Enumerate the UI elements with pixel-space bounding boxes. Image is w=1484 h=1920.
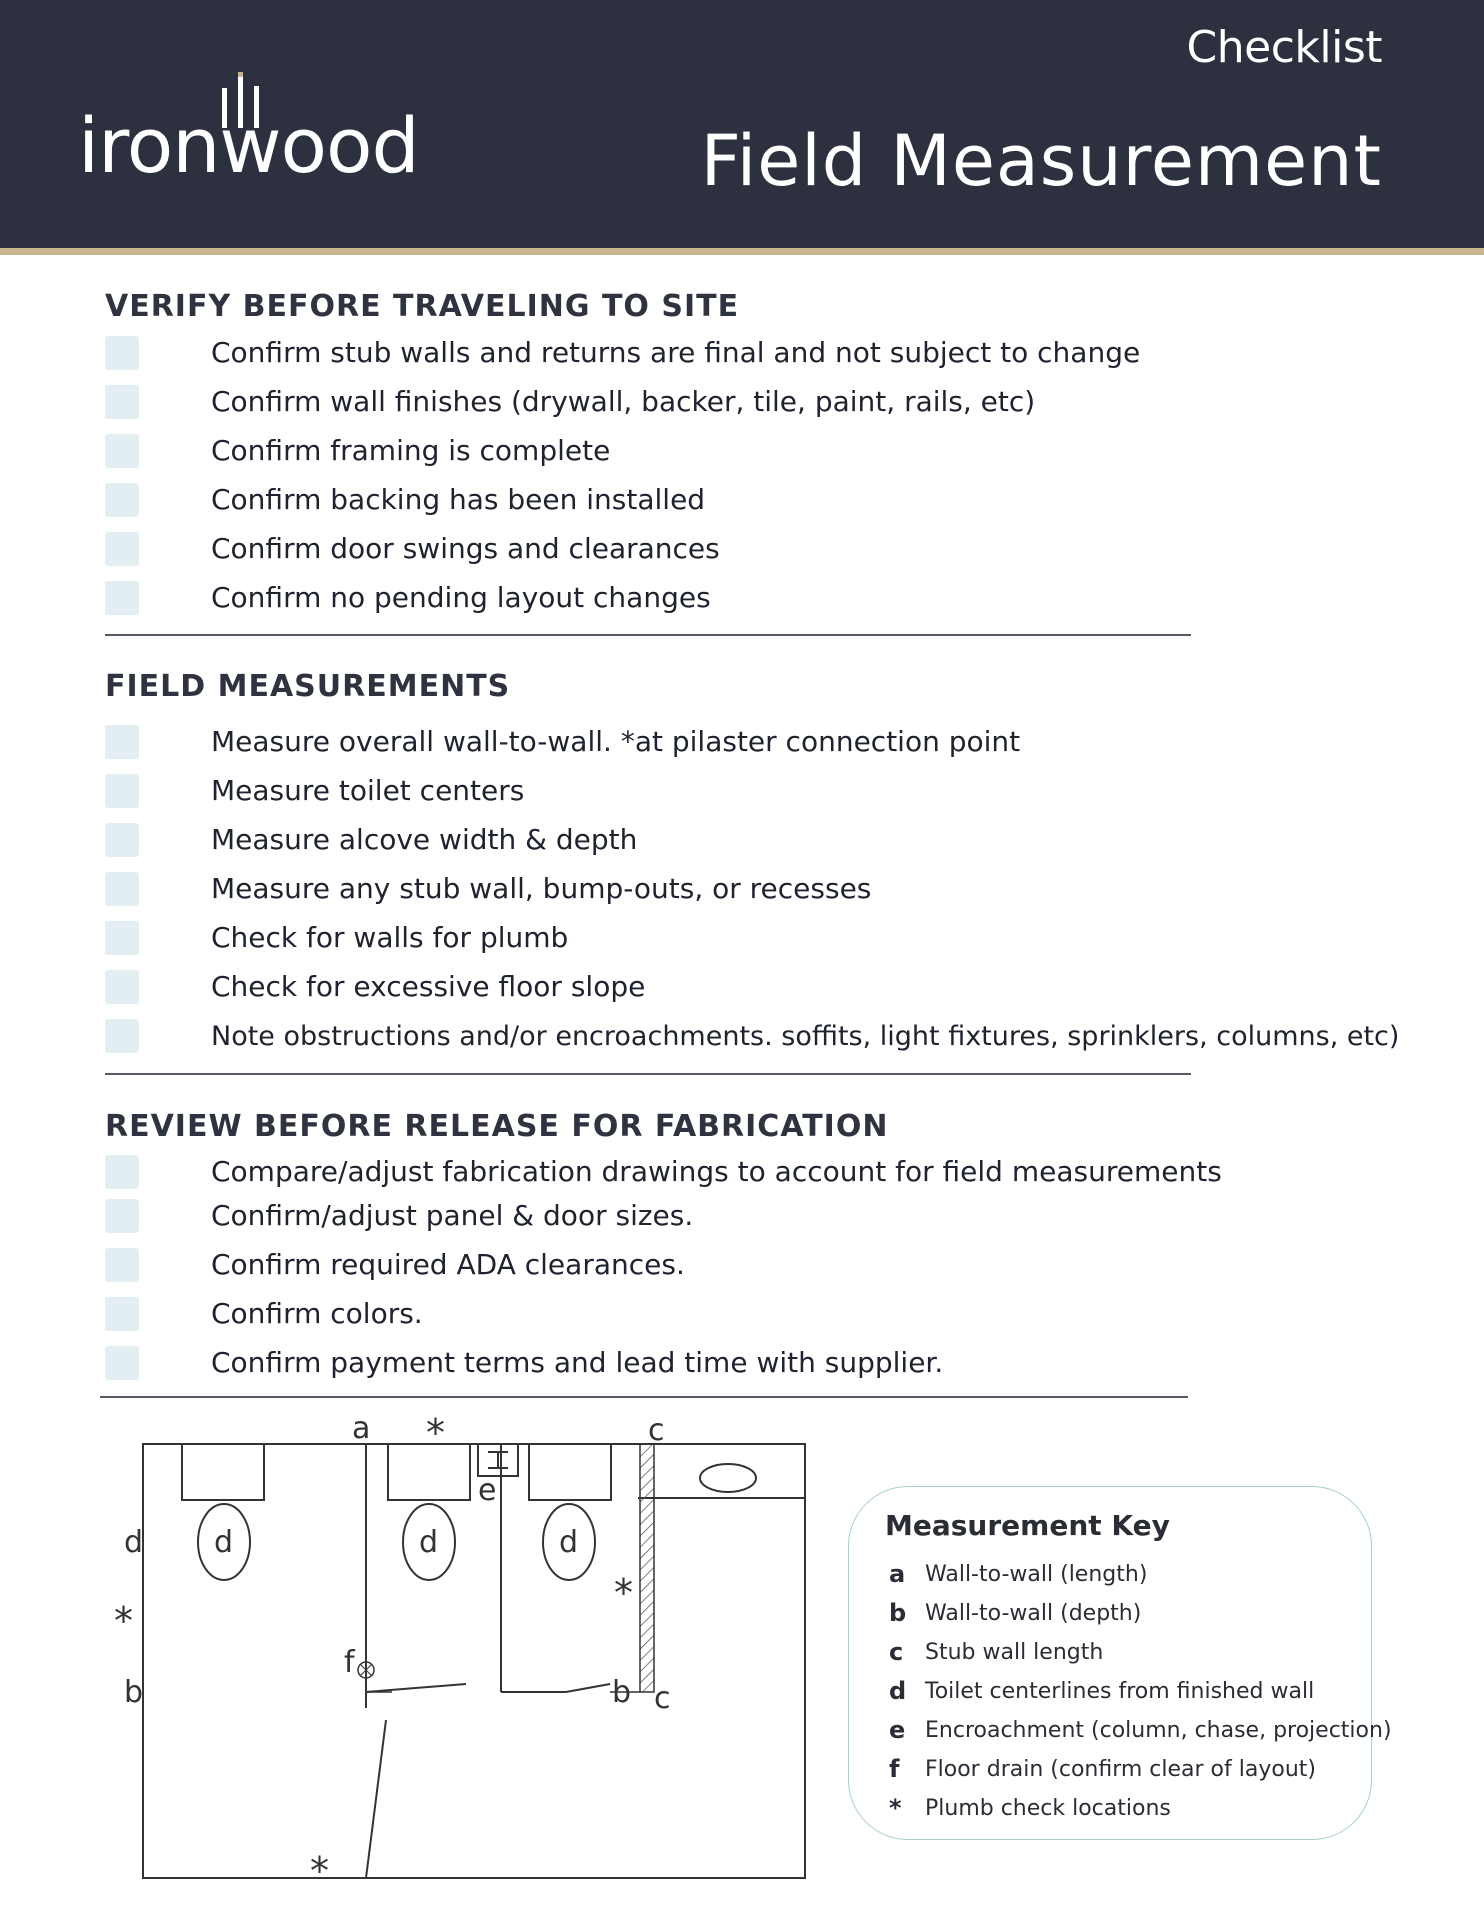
checkbox[interactable]	[105, 725, 139, 759]
diagram-label-a: a	[352, 1411, 371, 1446]
section-divider	[105, 1073, 1191, 1075]
header-accent-rule	[0, 248, 1484, 255]
checkbox[interactable]	[105, 1248, 139, 1282]
key-row: e Encroachment (column, chase, projection)	[889, 1716, 1392, 1744]
restroom-layout-diagram	[100, 1408, 820, 1888]
diagram-label-d: d	[559, 1525, 579, 1560]
checklist-item[interactable]: Confirm/adjust panel & door sizes.	[105, 1198, 693, 1234]
diagram-label-b: b	[612, 1675, 632, 1710]
checkbox[interactable]	[105, 336, 139, 370]
section-divider	[105, 634, 1191, 636]
checklist-item[interactable]: Confirm door swings and clearances	[105, 531, 720, 567]
checkbox[interactable]	[105, 581, 139, 615]
diagram-label-f: f	[344, 1645, 355, 1680]
checklist-item[interactable]: Measure toilet centers	[105, 773, 524, 809]
toilet-tank	[529, 1444, 611, 1500]
checkbox[interactable]	[105, 1346, 139, 1380]
checklist-item[interactable]: Confirm no pending layout changes	[105, 580, 711, 616]
diagram-label-star: *	[114, 1599, 133, 1643]
checklist-item[interactable]: Note obstructions and/or encroachments. soffits, light fixtures, sprinklers, columns, etc)	[105, 1018, 1399, 1054]
checkbox[interactable]	[105, 970, 139, 1004]
checklist-item[interactable]: Check for walls for plumb	[105, 920, 568, 956]
key-row: f Floor drain (confirm clear of layout)	[889, 1755, 1316, 1783]
document-kicker: Checklist	[1186, 22, 1382, 73]
diagram-label-c: c	[654, 1681, 671, 1716]
key-row: * Plumb check locations	[889, 1794, 1171, 1822]
diagram-label-e: e	[478, 1473, 497, 1508]
room-outline	[143, 1444, 805, 1878]
checklist-item[interactable]: Confirm colors.	[105, 1296, 423, 1332]
checklist-item[interactable]: Compare/adjust fabrication drawings to account for field measurements	[105, 1154, 1222, 1190]
key-row: c Stub wall length	[889, 1638, 1104, 1666]
checklist-item[interactable]: Measure alcove width & depth	[105, 822, 637, 858]
checkbox[interactable]	[105, 1199, 139, 1233]
checkbox[interactable]	[105, 1019, 139, 1053]
checkbox[interactable]	[105, 385, 139, 419]
checklist-item[interactable]: Measure any stub wall, bump-outs, or recesses	[105, 871, 871, 907]
diagram-label-d: d	[419, 1525, 439, 1560]
section-title-review: REVIEW BEFORE RELEASE FOR FABRICATION	[105, 1109, 889, 1144]
checklist-item[interactable]: Check for excessive floor slope	[105, 969, 645, 1005]
checkbox[interactable]	[105, 434, 139, 468]
diagram-label-d: d	[214, 1525, 234, 1560]
diagram-label-star: *	[310, 1849, 329, 1888]
checklist-item[interactable]: Confirm payment terms and lead time with supplier.	[105, 1345, 943, 1381]
brand-logo-text: ironwood	[78, 101, 419, 190]
measurement-key	[848, 1486, 1392, 1840]
toilet-tank	[182, 1444, 264, 1500]
key-row: b Wall-to-wall (depth)	[889, 1599, 1142, 1627]
diagram-label-star: *	[426, 1411, 445, 1455]
diagram-label-d: d	[124, 1525, 144, 1560]
diagram-label-b: b	[124, 1675, 144, 1710]
page-title: Field Measurement	[700, 120, 1382, 202]
section-title-verify: VERIFY BEFORE TRAVELING TO SITE	[105, 289, 740, 324]
checklist-item[interactable]: Confirm required ADA clearances.	[105, 1247, 685, 1283]
key-row: a Wall-to-wall (length)	[889, 1560, 1148, 1588]
page-header	[0, 0, 1484, 248]
checkbox[interactable]	[105, 823, 139, 857]
checkbox[interactable]	[105, 921, 139, 955]
checklist-item[interactable]: Confirm wall finishes (drywall, backer, tile, paint, rails, etc)	[105, 384, 1035, 420]
stub-wall	[640, 1444, 654, 1692]
checklist-item[interactable]: Confirm backing has been installed	[105, 482, 705, 518]
checklist-item[interactable]: Measure overall wall-to-wall. *at pilaster connection point	[105, 724, 1020, 760]
key-row: d Toilet centerlines from finished wall	[889, 1677, 1315, 1705]
checklist-item[interactable]: Confirm framing is complete	[105, 433, 610, 469]
checkbox[interactable]	[105, 483, 139, 517]
checkbox[interactable]	[105, 872, 139, 906]
diagram-label-star: *	[614, 1571, 633, 1615]
section-title-field-measurements: FIELD MEASUREMENTS	[105, 669, 511, 704]
checklist-item[interactable]: Confirm stub walls and returns are final and not subject to change	[105, 335, 1140, 371]
sink-icon	[700, 1464, 756, 1492]
checkbox[interactable]	[105, 774, 139, 808]
measurement-key-title: Measurement Key	[885, 1509, 1170, 1542]
checkbox[interactable]	[105, 1155, 139, 1189]
section-divider	[100, 1396, 1188, 1398]
checkbox[interactable]	[105, 532, 139, 566]
diagram-label-c: c	[648, 1413, 665, 1448]
checkbox[interactable]	[105, 1297, 139, 1331]
